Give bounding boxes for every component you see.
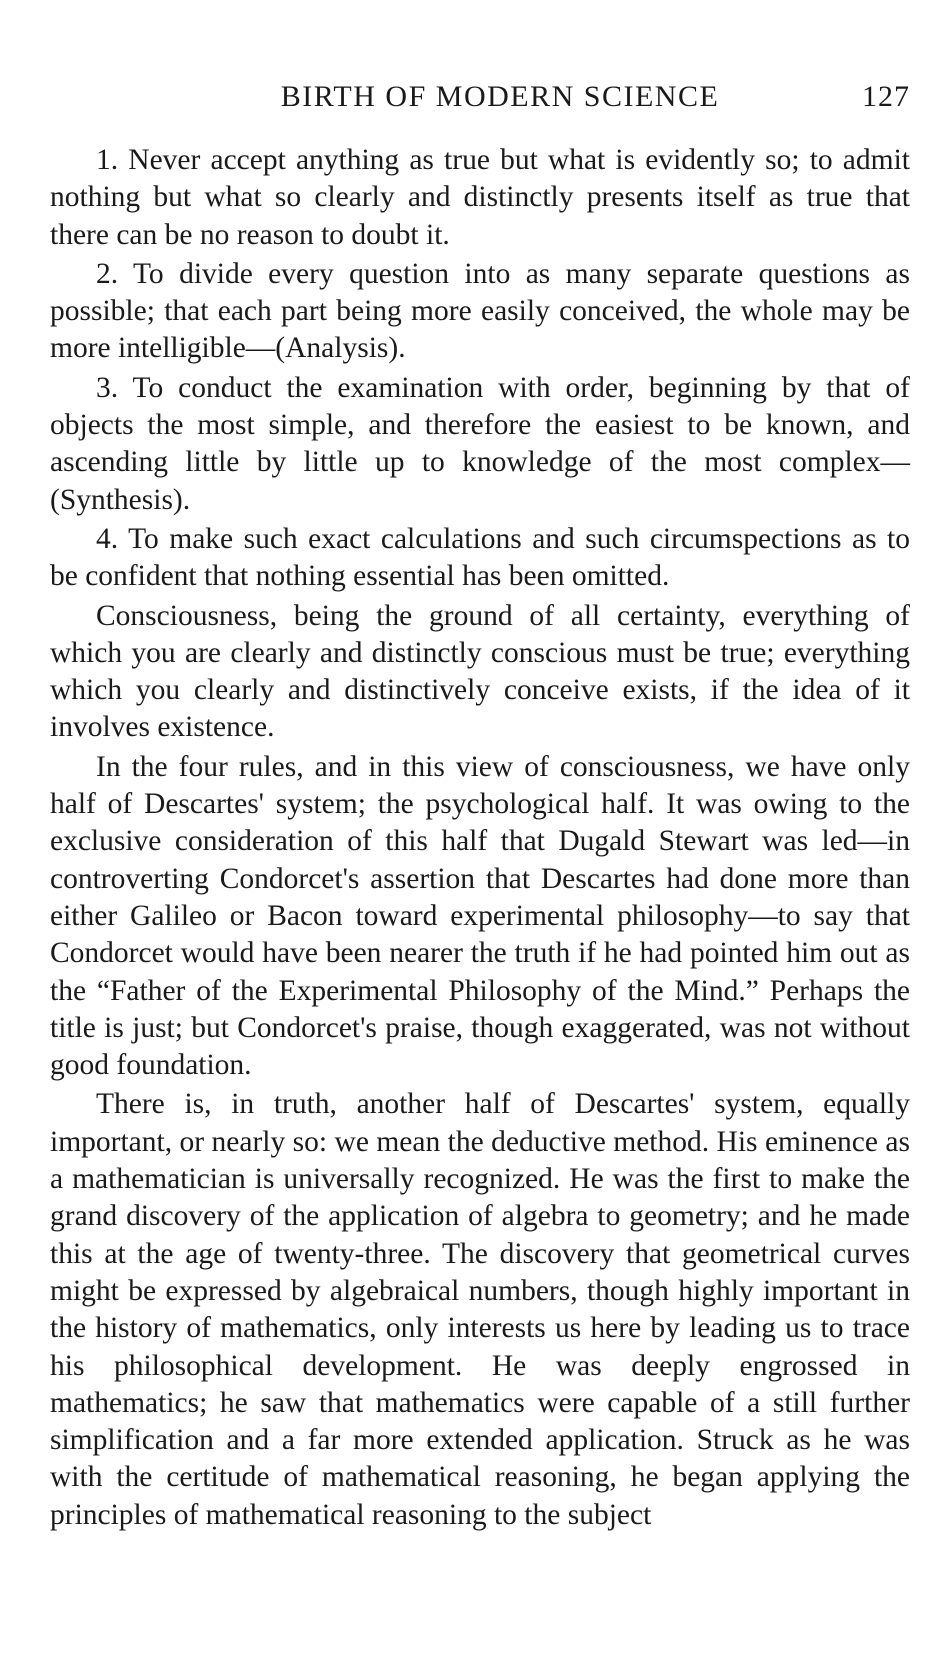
- paragraph-consciousness: Consciousness, being the ground of all certainty, everything of which you are clearly and distinctly conscious must be true; everything which you clearly and distinctively conceive exists, if the idea of it involves existence.: [50, 599, 910, 744]
- running-head: [50, 80, 910, 120]
- paragraph-deductive-method: There is, in truth, another half of Descartes' system, equally important, or nearly so: we mean the deductive method. His eminence as a mathematician is universally recognized. He was the first to make the grand discovery of the application of algebra to geometry; and he made this at the age of twenty-three. The discovery that geometrical curves might be expressed by algebraical numbers, though highly important in the history of mathematics, only interests us here by leading us to trace his philosophical development. He was deeply engrossed in mathematics; he saw that mathematics were capable of a still further simplification and a far more extended application. Struck as he was with the certitude of mathematical reasoning, he began applying the principles of mathematical reasoning to the subject: [50, 1088, 910, 1531]
- paragraph-rule-1: 1. Never accept anything as true but what is evidently so; to admit nothing but what so clearly and distinctly presents itself as true that there can be no reason to doubt it.: [50, 144, 910, 251]
- body-text: [50, 142, 910, 1534]
- paragraph-rule-2: 2. To divide every question into as many separate questions as possible; that each part being more easily conceived, the whole may be more intelligible—(Analysis).: [50, 257, 910, 365]
- page-number: 127: [862, 80, 910, 113]
- book-page: [50, 0, 910, 1536]
- paragraph-rule-3: 3. To conduct the examination with order, beginning by that of objects the most simple, and therefore the easiest to be known, and ascending little by little up to knowledge of the most complex—(Synthesis).: [50, 371, 910, 516]
- paragraph-rule-4: 4. To make such exact calculations and such circumspections as to be confident that nothing essential has been omitted.: [50, 522, 910, 593]
- paragraph-four-rules: In the four rules, and in this view of consciousness, we have only half of Descartes' system; the psychological half. It was owing to the exclusive consideration of this half that Dugald Stewart was led—in controverting Condorcet's assertion that Descartes had done more than either Galileo or Bacon toward experimental philosophy—to say that Condorcet would have been nearer the truth if he had pointed him out as the “Father of the Experimental Philosophy of the Mind.” Perhaps the title is just; but Condorcet's praise, though exaggerated, was not without good foundation.: [50, 750, 910, 1082]
- running-title: BIRTH OF MODERN SCIENCE: [280, 80, 720, 113]
